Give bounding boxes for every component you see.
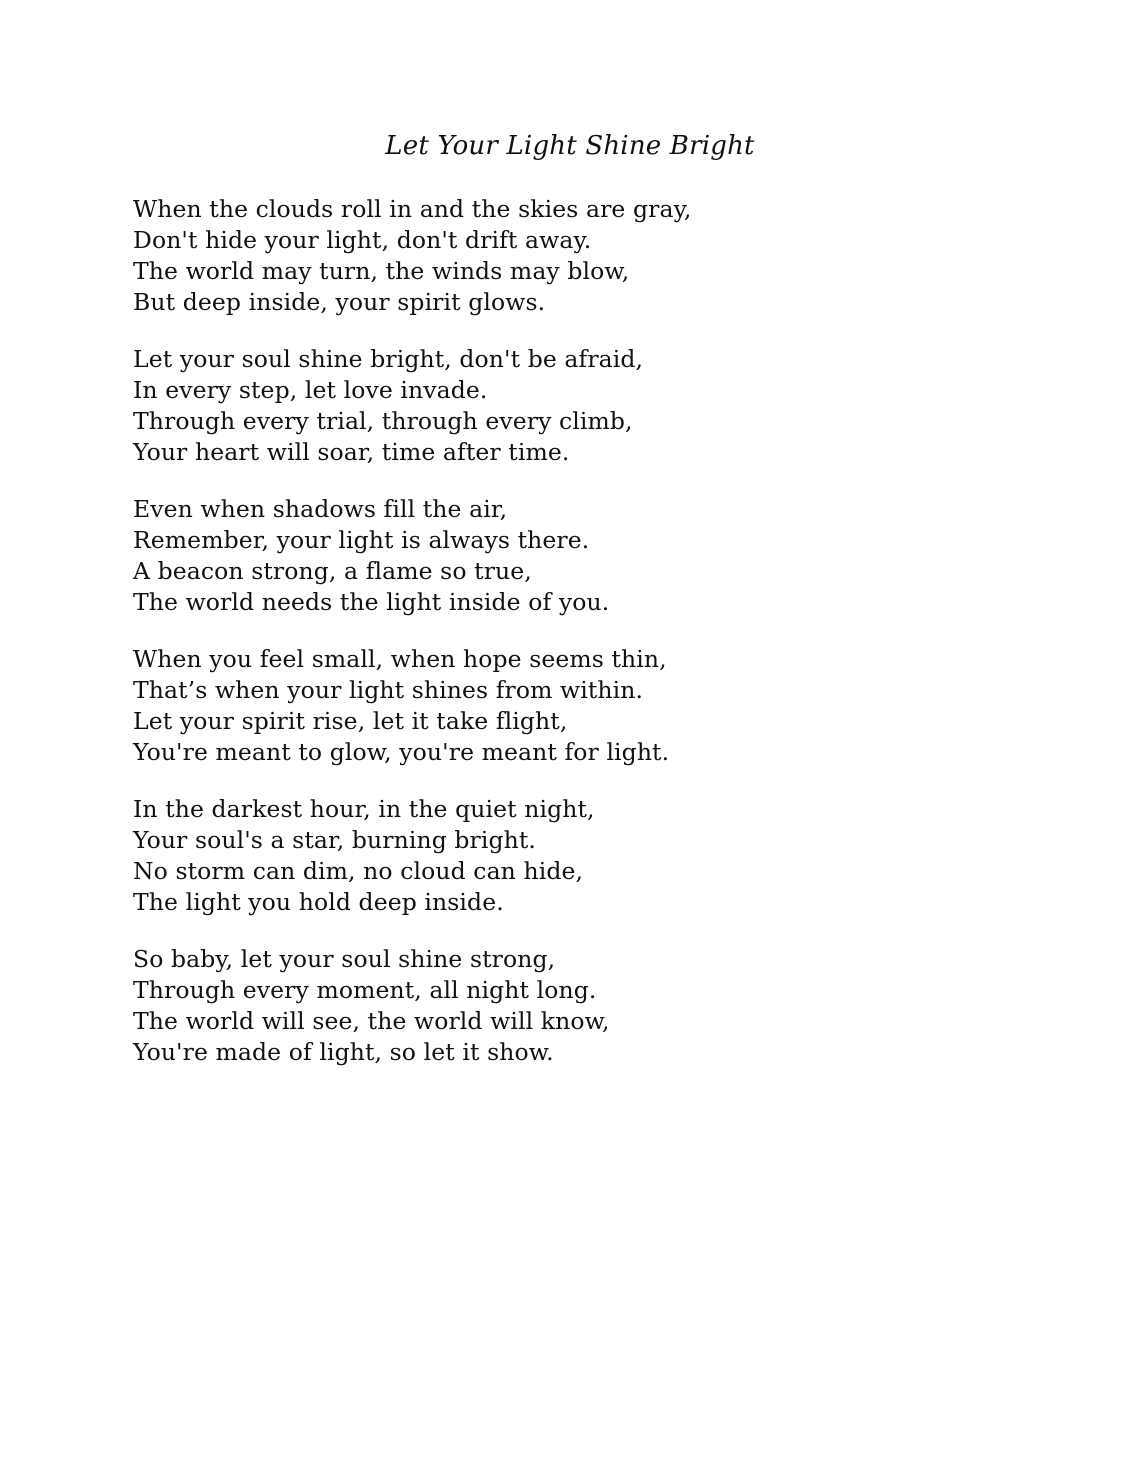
stanza-2: [133, 344, 1033, 468]
poem-line: Through every trial, through every climb,: [133, 407, 633, 435]
poem-title: Let Your Light Shine Bright: [385, 131, 755, 161]
stanza-4: [133, 644, 1033, 768]
poem-line: Your soul's a star, burning bright.: [133, 826, 536, 854]
poem-body: [133, 194, 1033, 1094]
stanza-3: [133, 494, 1033, 618]
poem-line: But deep inside, your spirit glows.: [133, 288, 546, 316]
poem-line: Don't hide your light, don't drift away.: [133, 226, 592, 254]
poem-line: You're meant to glow, you're meant for light.: [133, 738, 670, 766]
stanza-6: [133, 944, 1033, 1068]
poem-line: When the clouds roll in and the skies are gray,: [133, 195, 692, 223]
poem-line: Let your spirit rise, let it take flight,: [133, 707, 568, 735]
stanza-5: [133, 794, 1033, 918]
poem-line: The world may turn, the winds may blow,: [133, 257, 630, 285]
stanza-1: [133, 194, 1033, 318]
poem-line: No storm can dim, no cloud can hide,: [133, 857, 584, 885]
poem-line: The world needs the light inside of you.: [133, 588, 610, 616]
poem-line: In every step, let love invade.: [133, 376, 488, 404]
poem-line: Your heart will soar, time after time.: [133, 438, 570, 466]
poem-line: Let your soul shine bright, don't be afraid,: [133, 345, 644, 373]
poem-line: Even when shadows fill the air,: [133, 495, 508, 523]
poem-line: Through every moment, all night long.: [133, 976, 597, 1004]
poem-line: That’s when your light shines from within.: [133, 676, 644, 704]
poem-line: Remember, your light is always there.: [133, 526, 590, 554]
poem-line: In the darkest hour, in the quiet night,: [133, 795, 595, 823]
poem-line: You're made of light, so let it show.: [133, 1038, 554, 1066]
poem-line: The light you hold deep inside.: [133, 888, 504, 916]
poem-line: When you feel small, when hope seems thin,: [133, 645, 667, 673]
poem-line: A beacon strong, a flame so true,: [133, 557, 532, 585]
poem-line: The world will see, the world will know,: [133, 1007, 610, 1035]
poem-line: So baby, let your soul shine strong,: [133, 945, 556, 973]
